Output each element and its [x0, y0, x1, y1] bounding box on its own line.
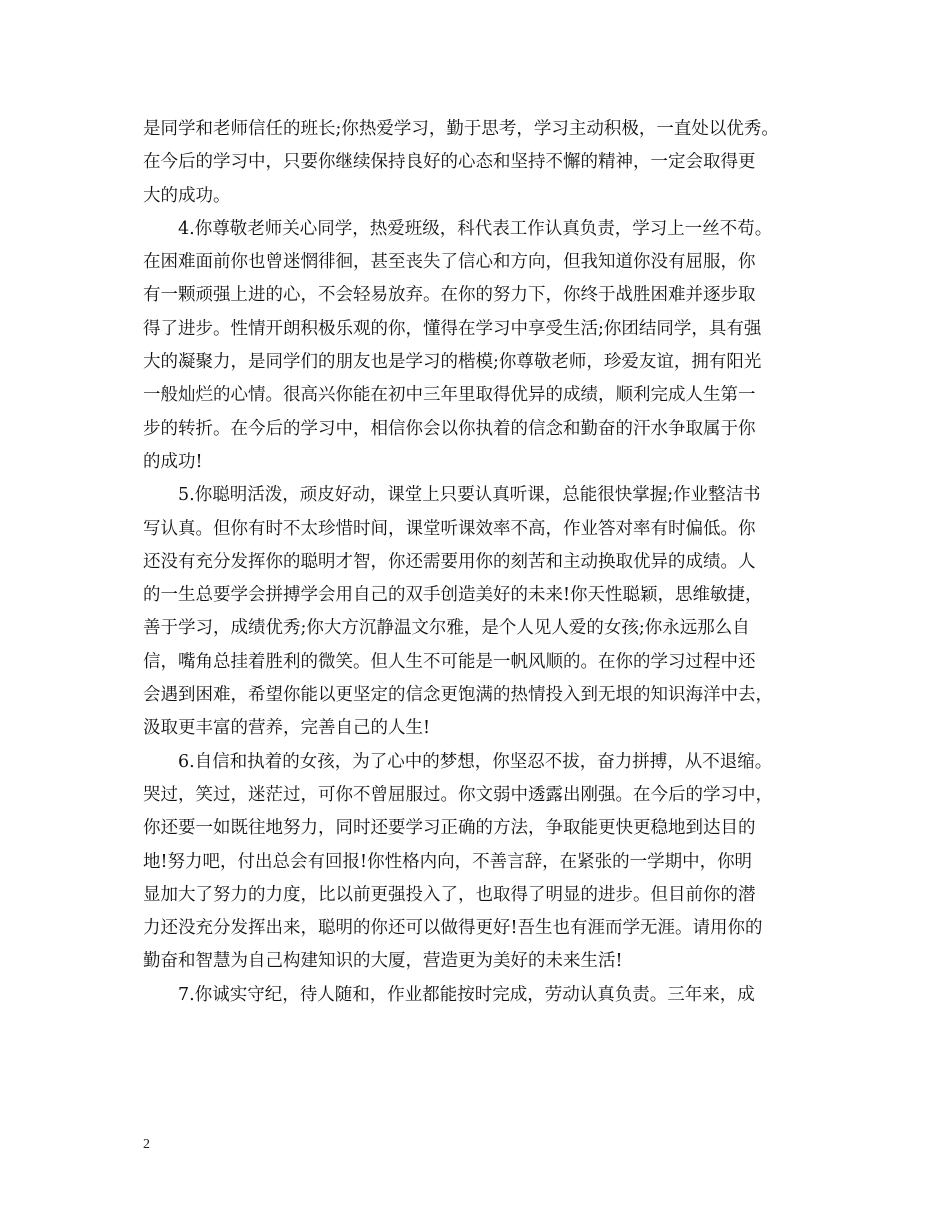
text-line	[143, 746, 808, 779]
text-line	[143, 379, 808, 412]
text-line-content: 一般灿烂的心情。很高兴你能在初中三年里取得优异的成绩，顺利完成人生第一	[143, 385, 756, 406]
text-line	[143, 546, 808, 579]
text-line	[143, 213, 808, 246]
text-line	[143, 180, 808, 213]
text-line-content: 信，嘴角总挂着胜利的微笑。但人生不可能是一帆风顺的。在你的学习过程中还	[143, 651, 756, 672]
text-line	[143, 945, 808, 978]
text-line-content: 力还没充分发挥出来，聪明的你还可以做得更好!吾生也有涯而学无涯。请用你的	[143, 918, 763, 939]
text-line-content: 善于学习，成绩优秀;你大方沉静温文尔雅，是个人见人爱的女孩;你永远那么自	[143, 618, 750, 639]
text-line	[143, 279, 808, 312]
text-line-content: 有一颗顽强上进的心，不会轻易放弃。在你的努力下，你终于战胜困难并逐步取	[143, 285, 756, 306]
text-line	[143, 246, 808, 279]
text-line-content: 哭过，笑过，迷茫过，可你不曾屈服过。你文弱中透露出刚强。在今后的学习中，	[143, 784, 773, 805]
text-line	[143, 346, 808, 379]
text-line	[143, 413, 808, 446]
text-line-content: 写认真。但你有时不太珍惜时间，课堂听课效率不高，作业答对率有时偏低。你	[143, 518, 756, 539]
text-line	[143, 879, 808, 912]
text-line-content: 汲取更丰富的营养，完善自己的人生!	[143, 718, 431, 739]
text-line-content: 在今后的学习中，只要你继续保持良好的心态和坚持不懈的精神，一定会取得更	[143, 152, 756, 173]
text-line-content: 的成功!	[143, 451, 203, 472]
text-line-content: 大的成功。	[143, 185, 231, 206]
text-line	[143, 113, 808, 146]
text-line	[143, 712, 808, 745]
text-line-content: 步的转折。在今后的学习中，相信你会以你执着的信念和勤奋的汗水争取属于你	[143, 418, 756, 439]
text-line-content: 的一生总要学会拼搏学会用自己的双手创造美好的未来!你天性聪颖，思维敏捷，	[143, 585, 763, 606]
text-line-content: 在困难面前你也曾迷惘徘徊，甚至丧失了信心和方向，但我知道你没有屈服，你	[143, 252, 756, 273]
text-line	[143, 779, 808, 812]
text-line	[143, 612, 808, 645]
text-line	[143, 846, 808, 879]
text-line-content: 地!努力吧，付出总会有回报!你性格内向，不善言辞，在紧张的一学期中，你明	[143, 851, 753, 872]
text-line-content: 大的凝聚力，是同学们的朋友也是学习的楷模;你尊敬老师，珍爱友谊，拥有阳光	[143, 352, 762, 373]
text-line	[143, 579, 808, 612]
text-line-content: 还没有充分发挥你的聪明才智，你还需要用你的刻苦和主动换取优异的成绩。人	[143, 551, 756, 572]
text-line-content: 6.自信和执着的女孩，为了心中的梦想，你坚忍不拔，奋力拼搏，从不退缩。	[178, 751, 773, 772]
text-line-content: 勤奋和智慧为自己构建知识的大厦，营造更为美好的未来生活!	[143, 951, 623, 972]
text-line	[143, 979, 808, 1012]
text-line-content: 是同学和老师信任的班长;你热爱学习，勤于思考，学习主动积极，一直处以优秀。	[143, 119, 779, 139]
page-number: 2	[143, 1137, 150, 1152]
text-line	[143, 812, 808, 845]
text-line	[143, 313, 808, 346]
text-line-content: 会遇到困难，希望你能以更坚定的信念更饱满的热情投入到无垠的知识海洋中去，	[143, 685, 773, 706]
text-line	[143, 446, 808, 479]
text-line-content: 4.你尊敬老师关心同学，热爱班级，科代表工作认真负责，学习上一丝不苟。	[178, 218, 773, 239]
text-line	[143, 646, 808, 679]
text-line	[143, 513, 808, 546]
body-text	[143, 113, 808, 1012]
text-line-content: 你还要一如既往地努力，同时还要学习正确的方法，争取能更快更稳地到达目的	[143, 818, 756, 839]
text-line-content: 7.你诚实守纪，待人随和，作业都能按时完成，劳动认真负责。三年来，成	[178, 984, 755, 1005]
text-line	[143, 146, 808, 179]
text-line	[143, 479, 808, 512]
text-line	[143, 912, 808, 945]
text-line-content: 显加大了努力的力度，比以前更强投入了，也取得了明显的进步。但目前你的潜	[143, 884, 756, 905]
text-line	[143, 679, 808, 712]
text-line-content: 5.你聪明活泼，顽皮好动，课堂上只要认真听课，总能很快掌握;作业整洁书	[178, 485, 761, 506]
text-line-content: 得了进步。性情开朗积极乐观的你，懂得在学习中享受生活;你团结同学，具有强	[143, 318, 762, 339]
